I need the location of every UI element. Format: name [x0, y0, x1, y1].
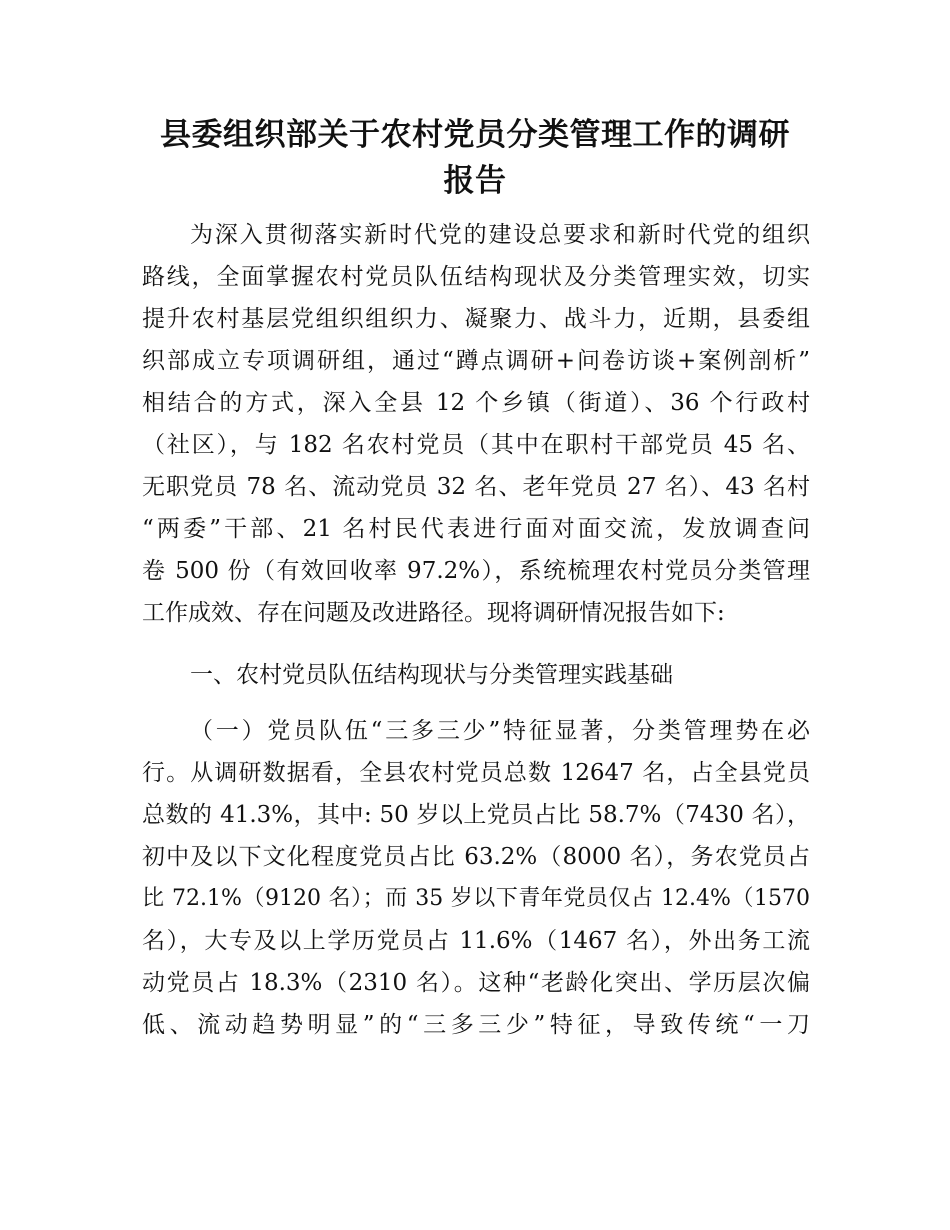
paragraph-line: 织部成立专项调研组，通过“蹲点调研+问卷访谈+案例剖析” [142, 348, 810, 374]
paragraph-line: 卷 500 份（有效回收率 97.2%），系统梳理农村党员分类管理 [142, 558, 810, 584]
paragraph-line: 无职党员 78 名、流动党员 32 名、老年党员 27 名）、43 名村 [142, 474, 810, 500]
paragraph-line: 路线，全面掌握农村党员队伍结构现状及分类管理实效，切实 [142, 264, 810, 290]
paragraph-line: 初中及以下文化程度党员占比 63.2%（8000 名），务农党员占 [142, 844, 810, 870]
document-title-line-2: 报告 [443, 163, 507, 199]
paragraph-line: 总数的 41.3%，其中: 50 岁以上党员占比 58.7%（7430 名）， [142, 802, 810, 828]
paragraph-line: 动党员占 18.3%（2310 名）。这种“老龄化突出、学历层次偏 [142, 970, 810, 996]
paragraph-line: 名），大专及以上学历党员占 11.6%（1467 名），外出务工流 [142, 928, 810, 954]
paragraph-line: （社区），与 182 名农村党员（其中在职村干部党员 45 名、 [142, 432, 810, 458]
paragraph-line: （一）党员队伍“三多三少”特征显著，分类管理势在必 [190, 718, 810, 744]
paragraph-line: 工作成效、存在问题及改进路径。现将调研情况报告如下: [142, 600, 725, 626]
paragraph-line: 相结合的方式，深入全县 12 个乡镇（街道）、36 个行政村 [142, 390, 810, 416]
paragraph-line: “两委”干部、21 名村民代表进行面对面交流，发放调查问 [142, 516, 810, 542]
section-heading: 一、农村党员队伍结构现状与分类管理实践基础 [190, 662, 673, 688]
paragraph-line: 提升农村基层党组织组织力、凝聚力、战斗力，近期，县委组 [142, 306, 810, 332]
paragraph-line: 比 72.1%（9120 名）；而 35 岁以下青年党员仅占 12.4%（1570 [142, 886, 810, 911]
document-title-line-1: 县委组织部关于农村党员分类管理工作的调研 [160, 117, 790, 153]
paragraph-line: 行。从调研数据看，全县农村党员总数 12647 名，占全县党员 [142, 760, 810, 786]
paragraph-line: 为深入贯彻落实新时代党的建设总要求和新时代党的组织 [190, 222, 810, 248]
paragraph-line: 低、流动趋势明显”的“三多三少”特征，导致传统“一刀 [142, 1012, 810, 1038]
